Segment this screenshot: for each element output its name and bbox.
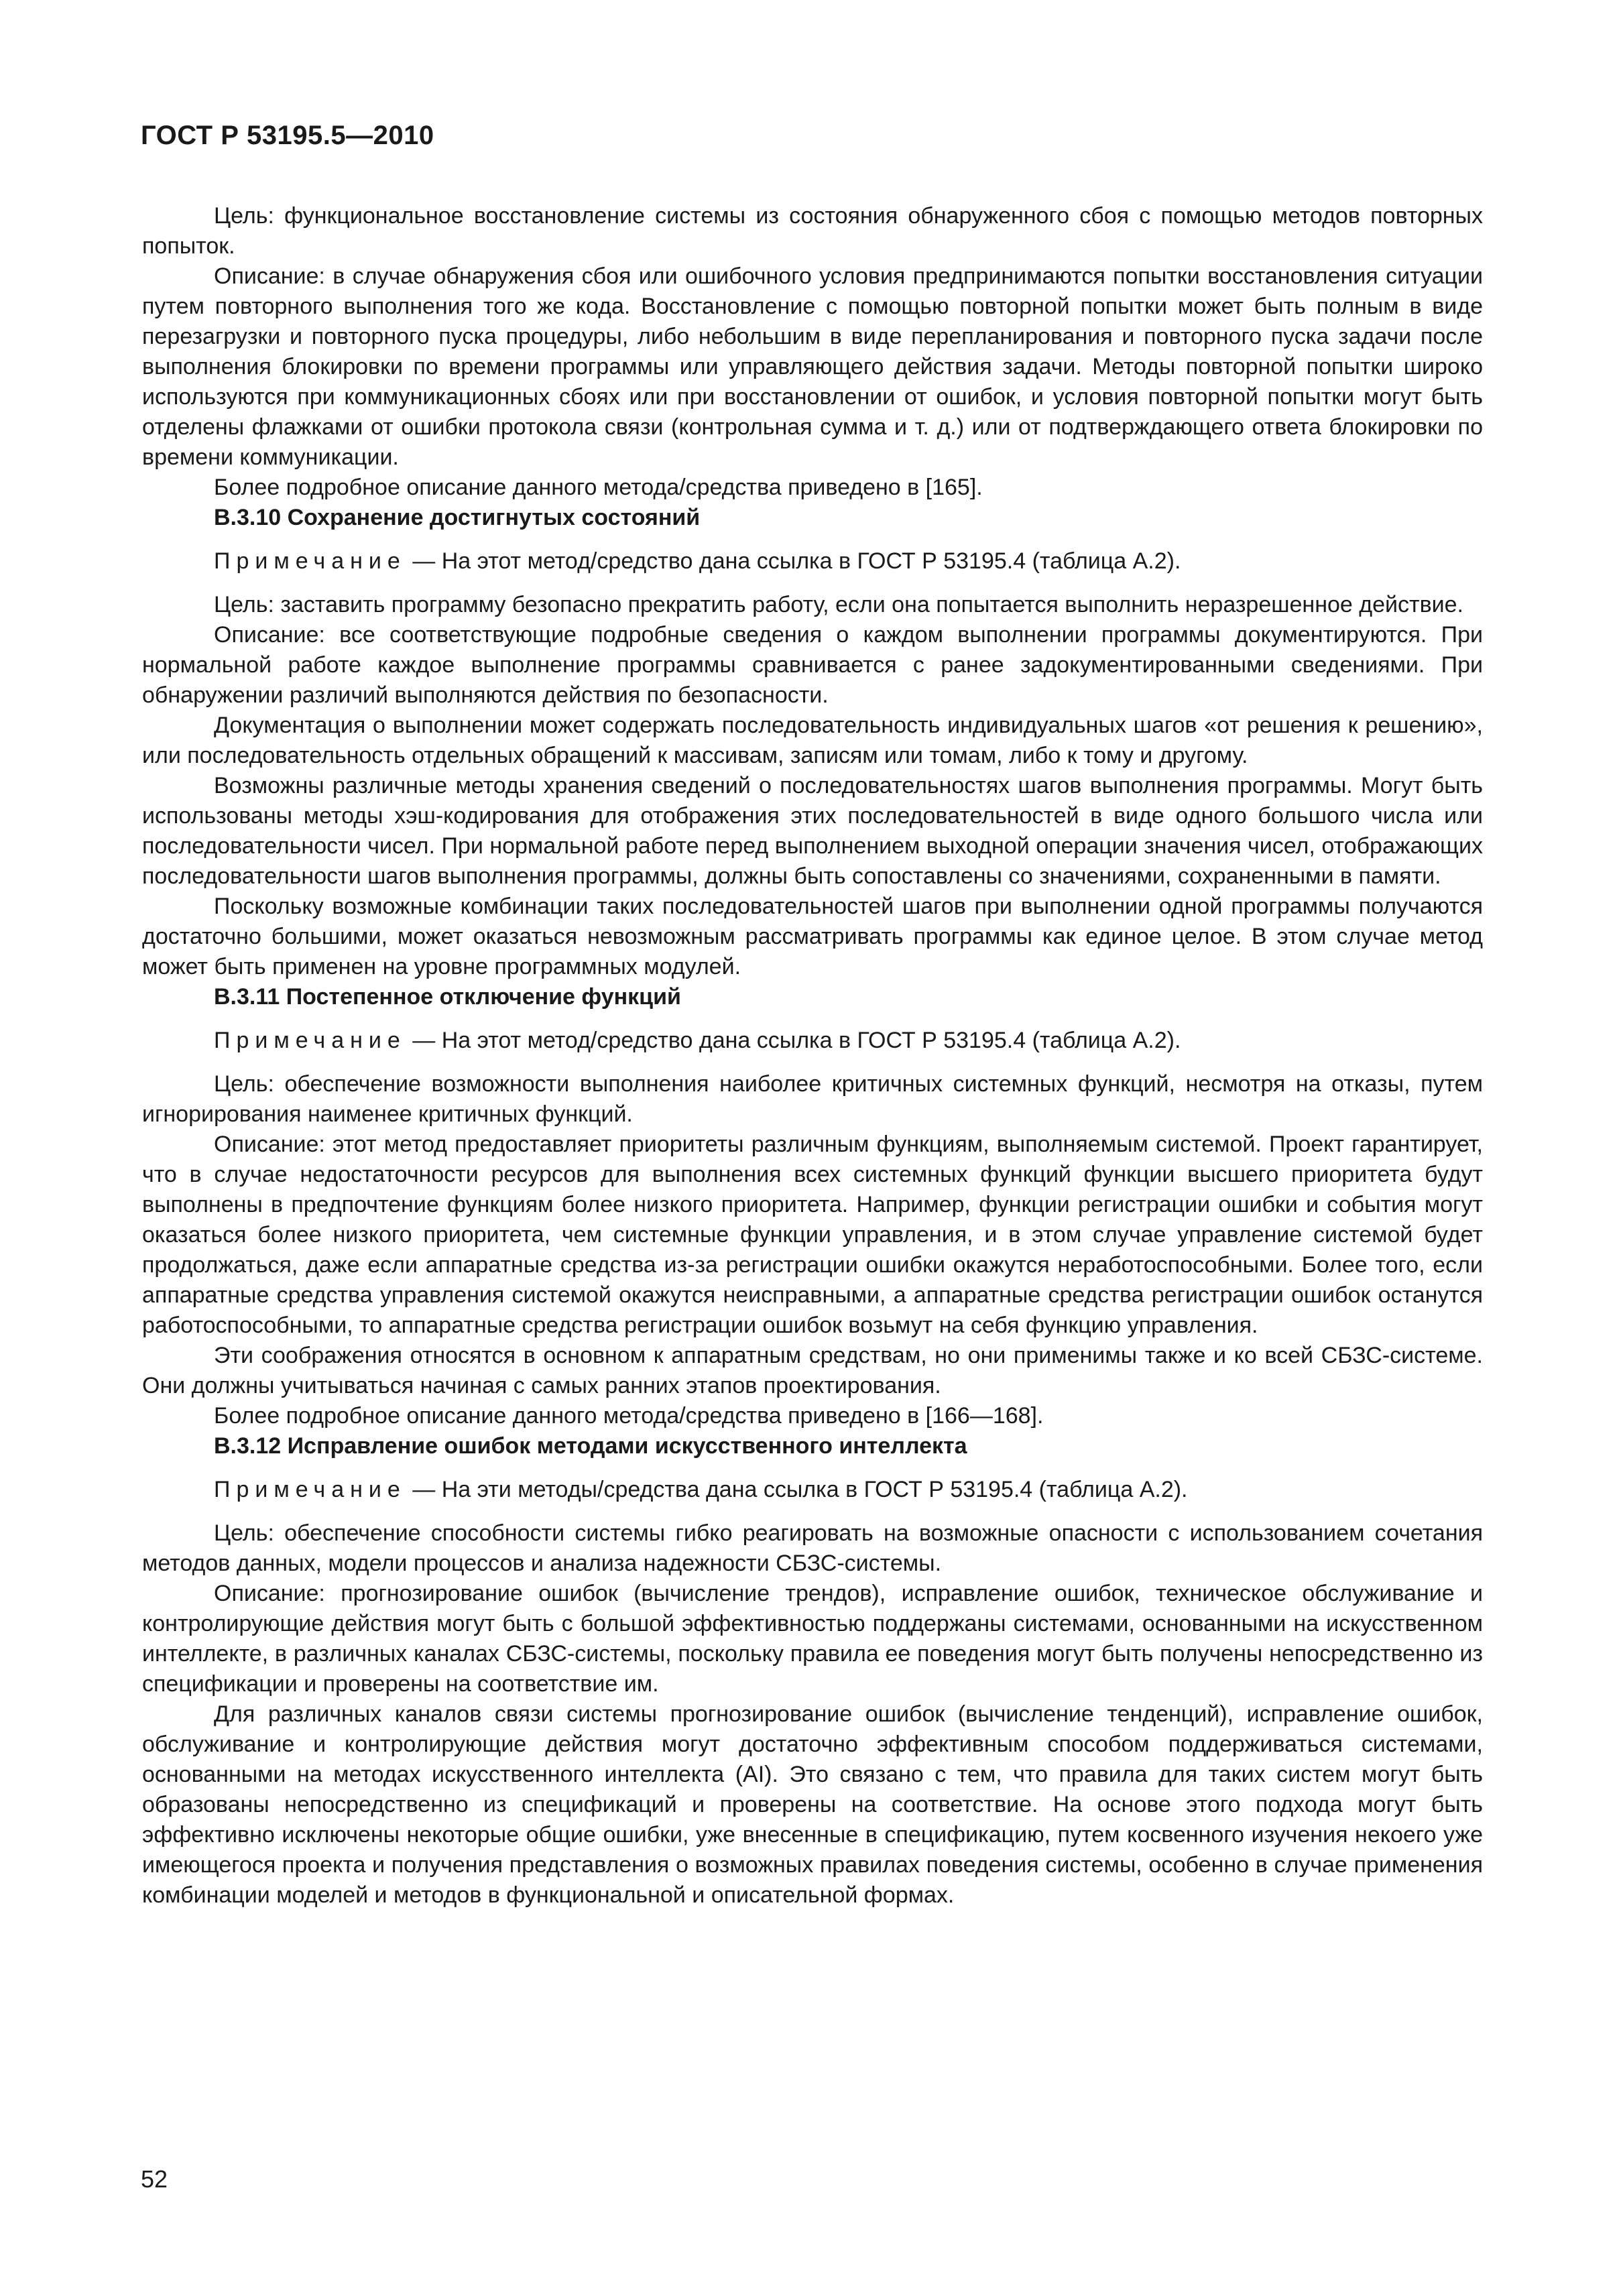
paragraph: Эти соображения относятся в основном к аппаратным средствам, но они применимы также и ко всей СБЗС-системе. Они должны учитываться начиная с самых ранних этапов проектирования.	[142, 1343, 1483, 1398]
paragraph: Для различных каналов связи системы прогнозирование ошибок (вычисление тенденций), исправление ошибок, обслуживание и контролирующие действия могут достаточно эффективным способом поддерживаться системами, основанными на методах искусственного интеллекта (AI). Это связано с тем, что правила для таких систем могут быть образованы непосредственно из спецификаций и проверены на соответствие. На основе этого подхода могут быть эффективно исключены некоторые общие ошибки, уже внесенные в спецификацию, путем косвенного изучения некоего уже имеющегося проекта и получения представления о возможных правилах поведения системы, особенно в случае применения комбинации моделей и методов в функциональной и описательной формах.	[142, 1701, 1483, 1908]
paragraph: Описание: этот метод предоставляет приоритеты различным функциям, выполняемым системой. Проект гарантирует, что в случае недостаточности ресурсов для выполнения всех системных функций функции высшего приоритета будут выполнены в предпочтение функциям более низкого приоритета. Например, функции регистрации ошибки и события могут оказаться более низкого приоритета, чем системные функции управления, и в этом случае управление системой будет продолжаться, даже если аппаратные средства из-за регистрации ошибки окажутся неработоспособными. Более того, если аппаратные средства управления системой окажутся неисправными, а аппаратные средства регистрации ошибок останутся работоспособными, то аппаратные средства регистрации ошибок возьмут на себя функцию управления.	[142, 1132, 1483, 1338]
paragraph: Цель: обеспечение возможности выполнения наиболее критичных системных функций, несмотря на отказы, путем игнорирования наименее критичных функций.	[142, 1071, 1483, 1127]
paragraph: Возможны различные методы хранения сведений о последовательностях шагов выполнения программы. Могут быть использованы методы хэш-кодирования для отображения этих последовательностей в виде одного большого числа или последовательности чисел. При нормальной работе перед выполнением выходной операции значения чисел, отображающих последовательности шагов выполнения программы, должны быть сопоставлены со значениями, сохраненными в памяти.	[142, 773, 1483, 889]
document-header: ГОСТ Р 53195.5—2010	[141, 121, 434, 150]
note-text: — На этот метод/средство дана ссылка в ГОСТ Р 53195.4 (таблица А.2).	[406, 548, 1181, 574]
note	[142, 546, 1483, 577]
note-label: Примечание	[214, 1028, 406, 1053]
paragraph: Цель: заставить программу безопасно прекратить работу, если она попытается выполнить неразрешенное действие.	[214, 592, 1463, 617]
note-text: — На эти методы/средства дана ссылка в ГОСТ Р 53195.4 (таблица А.2).	[406, 1477, 1188, 1502]
paragraph: Более подробное описание данного метода/средства приведено в [166—168].	[214, 1403, 1044, 1429]
note	[142, 1026, 1483, 1056]
paragraph: Описание: в случае обнаружения сбоя или ошибочного условия предпринимаются попытки восстановления ситуации путем повторного выполнения того же кода. Восстановление с помощью повторной попытки может быть полным в виде перезагрузки и повторного пуска процедуры, либо небольшим в виде перепланирования и повторного пуска задачи после выполнения блокировки по времени программы или управляющего действия задачи. Методы повторной попытки широко используются при коммуникационных сбоях или при восстановлении от ошибок, и условия повторной попытки могут быть отделены флажками от ошибки протокола связи (контрольная сумма и т. д.) или от подтверждающего ответа блокировки по времени коммуникации.	[142, 263, 1483, 470]
paragraph: Описание: прогнозирование ошибок (вычисление трендов), исправление ошибок, техническое обслуживание и контролирующие действия могут быть с большой эффективностью поддержаны системами, основанными на искусственном интеллекте, в различных каналах СБЗС-системы, поскольку правила ее поведения могут быть получены непосредственно из спецификации и проверены на соответствие им.	[142, 1581, 1483, 1697]
paragraph: Цель: функциональное восстановление системы из состояния обнаруженного сбоя с помощью методов повторных попыток.	[142, 203, 1483, 259]
paragraph: Цель: обеспечение способности системы гибко реагировать на возможные опасности с использованием сочетания методов данных, модели процессов и анализа надежности СБЗС-системы.	[142, 1520, 1483, 1576]
document-body	[142, 201, 1483, 1911]
page-number: 52	[141, 2165, 168, 2193]
paragraph: Документация о выполнении может содержать последовательность индивидуальных шагов «от решения к решению», или последовательность отдельных обращений к массивам, записям или томам, либо к тому и другому.	[142, 713, 1483, 768]
note-label: Примечание	[214, 548, 406, 574]
note	[142, 1475, 1483, 1505]
section-heading: В.3.12 Исправление ошибок методами искусственного интеллекта	[214, 1433, 967, 1459]
section-heading: В.3.11 Постепенное отключение функций	[214, 984, 681, 1010]
paragraph: Описание: все соответствующие подробные сведения о каждом выполнении программы документируются. При нормальной работе каждое выполнение программы сравнивается с ранее задокументированными сведениями. При обнаружении различий выполняются действия по безопасности.	[142, 622, 1483, 708]
section-heading: В.3.10 Сохранение достигнутых состояний	[214, 505, 701, 530]
paragraph: Более подробное описание данного метода/средства приведено в [165].	[214, 475, 983, 500]
paragraph: Поскольку возможные комбинации таких последовательностей шагов при выполнении одной программы получаются достаточно большими, может оказаться невозможным рассматривать программы как единое целое. В этом случае метод может быть применен на уровне программных модулей.	[142, 894, 1483, 979]
note-text: — На этот метод/средство дана ссылка в ГОСТ Р 53195.4 (таблица А.2).	[406, 1028, 1181, 1053]
note-label: Примечание	[214, 1477, 406, 1502]
